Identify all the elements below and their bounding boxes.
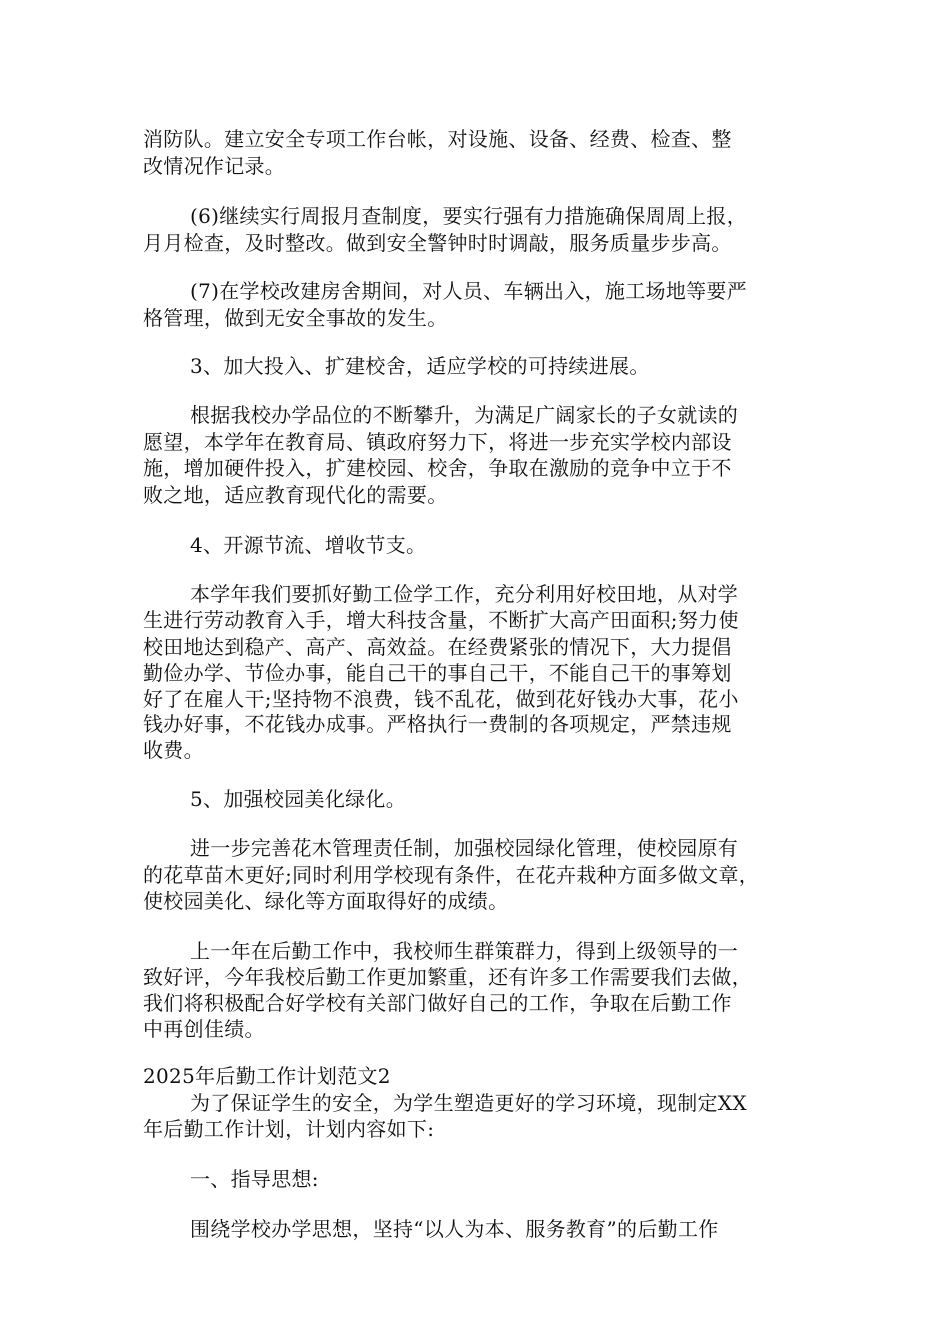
text-line: 本学年我们要抓好勤工俭学工作，充分利用好校田地，从对学 — [190, 582, 739, 606]
text-line: 上一年在后勤工作中，我校师生群策群力，得到上级领导的一 — [190, 939, 739, 963]
text-line: 根据我校办学品位的不断攀升，为满足广阔家长的子女就读的 — [190, 403, 739, 427]
text-line: 生进行劳动教育入手，增大科技含量，不断扩大高产田面积;努力使 — [143, 608, 739, 632]
text-line: 使校园美化、绿化等方面取得好的成绩。 — [143, 889, 509, 913]
text-line: 中再创佳绩。 — [143, 1017, 265, 1041]
text-line: 致好评，今年我校后勤工作更加繁重，还有许多工作需要我们去做， — [143, 965, 752, 989]
text-line: 为了保证学生的安全，为学生塑造更好的学习环境，现制定XX — [190, 1091, 747, 1115]
text-line: 钱办好事，不花钱办成事。严格执行一费制的各项规定，严禁违规 — [143, 712, 732, 736]
document-title: 2025年后勤工作计划范文2 — [143, 1064, 391, 1088]
text-line: 改情况作记录。 — [143, 154, 286, 178]
text-line: 消防队。建立安全专项工作台帐，对设施、设备、经费、检查、整 — [143, 127, 732, 151]
text-line: 的花草苗木更好;同时利用学校现有条件，在花卉栽种方面多做文章， — [143, 863, 760, 887]
section-heading: 4、开源节流、增收节支。 — [190, 533, 427, 557]
text-line: 施，增加硬件投入，扩建校园、校舍，争取在激励的竞争中立于不 — [143, 456, 732, 480]
text-line: (6)继续实行周报月查制度，要实行强有力措施确保周周上报， — [190, 204, 748, 228]
text-line: 败之地，适应教育现代化的需要。 — [143, 483, 448, 507]
text-line: 校田地达到稳产、高产、高效益。在经费紧张的情况下，大力提倡 — [143, 635, 732, 659]
text-line: 月月检查，及时整改。做到安全警钟时时调敲，服务质量步步高。 — [143, 231, 732, 255]
text-line: 好了在雇人干;坚持物不浪费，钱不乱花，做到花好钱办大事，花小 — [143, 687, 739, 711]
section-heading: 5、加强校园美化绿化。 — [190, 787, 407, 811]
text-line: 围绕学校办学思想，坚持“以人为本、服务教育”的后勤工作 — [190, 1217, 719, 1241]
text-line: (7)在学校改建房舍期间，对人员、车辆出入，施工场地等要严 — [190, 279, 748, 303]
text-line: 收费。 — [143, 738, 204, 762]
section-heading: 3、加大投入、扩建校舍，适应学校的可持续进展。 — [190, 354, 650, 378]
text-line: 勤俭办学、节俭办事，能自己干的事自己干，不能自己干的事筹划 — [143, 661, 732, 685]
text-line: 格管理，做到无安全事故的发生。 — [143, 306, 448, 330]
text-line: 进一步完善花木管理责任制，加强校园绿化管理，使校园原有 — [190, 836, 739, 860]
text-line: 年后勤工作计划，计划内容如下: — [143, 1117, 435, 1141]
text-line: 愿望，本学年在教育局、镇政府努力下，将进一步充实学校内部设 — [143, 430, 732, 454]
text-line: 我们将积极配合好学校有关部门做好自己的工作，争取在后勤工作 — [143, 991, 732, 1015]
section-heading: 一、指导思想: — [190, 1167, 319, 1191]
